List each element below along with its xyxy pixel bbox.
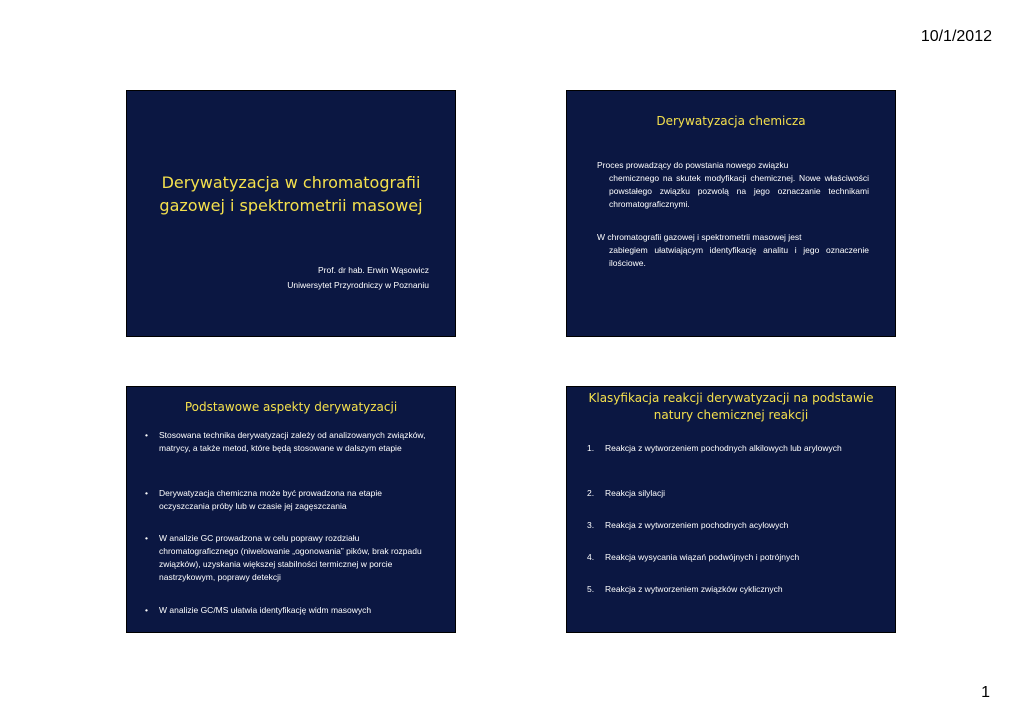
title-line-1: Derywatyzacja w chromatografii	[161, 173, 421, 192]
list-item	[587, 551, 877, 564]
title-line-2: natury chemicznej reakcji	[653, 408, 809, 422]
item-number: 4.	[587, 552, 595, 562]
list-item	[587, 487, 877, 500]
item-number: 5.	[587, 584, 595, 594]
bullet-dot: •	[145, 533, 148, 543]
slide-classification	[566, 386, 896, 633]
slide-title-page	[126, 90, 456, 337]
list-item	[587, 583, 877, 596]
item-text: Reakcja z wytworzeniem pochodnych alkilowych lub arylowych	[605, 443, 842, 453]
paragraph-2-rest: zabiegiem ułatwiającym identyfikację analitu i jego oznaczenie ilościowe.	[609, 245, 869, 268]
title-line-2: gazowej i spektrometrii masowej	[159, 196, 423, 215]
bullet-text: Derywatyzacja chemiczna może być prowadzona na etapie oczyszczania próby lub w czasie jej zagęszczania	[159, 488, 383, 511]
slide-basic-aspects	[126, 386, 456, 633]
bullet-text: Stosowana technika derywatyzacji zależy od analizowanych związków, matrycy, a także metod, które będą stosowane w dalszym etapie	[159, 430, 426, 453]
list-item	[145, 532, 433, 584]
slide-title: Derywatyzacja chemicza	[656, 114, 806, 128]
page-date: 10/1/2012	[920, 28, 992, 45]
slide-title	[577, 390, 885, 424]
bullet-dot: •	[145, 430, 148, 440]
item-text: Reakcja silylacji	[605, 488, 665, 498]
bullet-text: W analizie GC/MS ułatwia identyfikację widm masowych	[159, 605, 372, 615]
item-number: 2.	[587, 488, 595, 498]
paragraph-2	[597, 231, 869, 270]
item-text: Reakcja z wytworzeniem pochodnych acylowych	[605, 520, 789, 530]
bullet-dot: •	[145, 605, 148, 615]
slide-title: Podstawowe aspekty derywatyzacji	[184, 400, 398, 414]
paragraph-1	[597, 159, 869, 211]
item-text: Reakcja z wytworzeniem związków cyklicznych	[605, 584, 783, 594]
item-text: Reakcja wysycania wiązań podwójnych i potrójnych	[605, 552, 800, 562]
author-name: Prof. dr hab. Erwin Wąsowicz	[317, 265, 429, 275]
paragraph-1-rest: chemicznego na skutek modyfikacji chemicznej. Nowe właściwości powstałego związku pozwolą na jego oznaczanie technikami chromatograficznymi.	[609, 173, 869, 209]
item-number: 3.	[587, 520, 595, 530]
list-item	[145, 429, 433, 455]
paragraph-1-line-1: Proces prowadzący do powstania nowego związku	[597, 160, 789, 170]
list-item	[587, 442, 877, 455]
list-item	[587, 519, 877, 532]
page-number: 1	[981, 684, 990, 701]
paragraph-2-line-1: W chromatografii gazowej i spektrometrii masowej jest	[597, 232, 802, 242]
author-affiliation: Uniwersytet Przyrodniczy w Poznaniu	[287, 280, 429, 290]
item-number: 1.	[587, 443, 595, 453]
slide-derivatization-definition	[566, 90, 896, 337]
bullet-text: W analizie GC prowadzona w celu poprawy rozdziału chromatograficznego (niwelowanie „ogonowania” pików, brak rozpadu związków), uzyskania większej stabilności termicznej w porcie nastrzykowym, poprawy detekcji	[159, 533, 422, 582]
presentation-title	[127, 171, 455, 217]
author-block	[287, 263, 429, 293]
list-item	[145, 604, 433, 617]
list-item	[145, 487, 433, 513]
title-line-1: Klasyfikacja reakcji derywatyzacji na podstawie	[588, 391, 874, 405]
bullet-dot: •	[145, 488, 148, 498]
